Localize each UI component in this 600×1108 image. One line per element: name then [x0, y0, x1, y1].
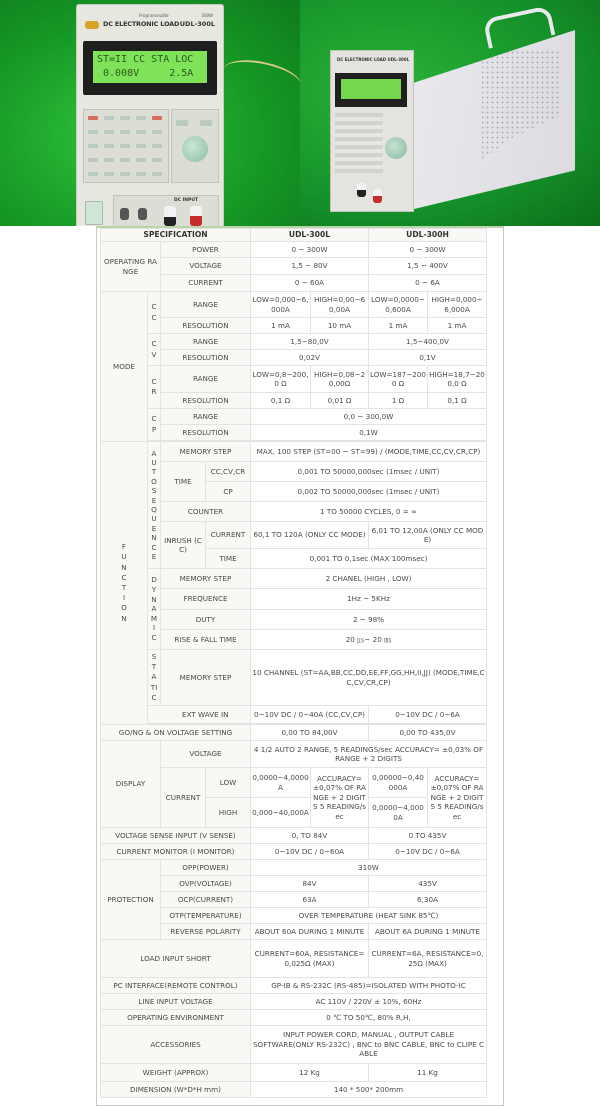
weight-l: 12 Kg [251, 1064, 369, 1082]
reverse-l: ABOUT 60A DURING 1 MINUTE [251, 924, 369, 940]
brand-logo-icon [85, 21, 99, 29]
static-letters: S T A TI C [148, 650, 161, 706]
key [152, 158, 162, 162]
key [200, 120, 212, 126]
time-label: TIME [161, 462, 206, 502]
key [104, 144, 114, 148]
cc-letters: C C [148, 292, 161, 334]
brand-name: DC ELECTRONIC LOAD [103, 20, 180, 28]
voltage-h: 1,5 ~ 400V [369, 258, 487, 275]
key [88, 130, 98, 134]
static-memory-label: MEMORY STEP [161, 650, 251, 706]
side-model: UDL-300L [387, 57, 410, 62]
display-l-accuracy: ACCURACY= ±0,07% OF RANGE + 2 DIGITS 5 READING/sec [311, 768, 369, 828]
cc-res-l-high: 10 mA [311, 318, 369, 334]
input-panel [113, 195, 219, 226]
ext-wave-l: 0~10V DC / 0~40A (CC,CV,CP) [251, 706, 369, 724]
table-row [101, 569, 487, 589]
display-low-label: LOW [206, 768, 251, 798]
load-short-label: LOAD INPUT SHORT [101, 940, 251, 978]
table-row [101, 366, 487, 393]
table-row [101, 334, 487, 350]
voltage-l: 1,5 ~ 80V [251, 258, 369, 275]
cv-resolution-label: RESOLUTION [161, 350, 251, 366]
cp-resolution-label: RESOLUTION [161, 425, 251, 441]
imonitor-l: 0~10V DC / 0~60A [251, 844, 369, 860]
opp-value: 310W [251, 860, 487, 876]
table-row [101, 860, 487, 876]
table-row [101, 706, 487, 724]
electronic-load-front [76, 4, 224, 226]
weight-label: WEIGHT (APPROX) [101, 1064, 251, 1082]
lcd-display [83, 41, 217, 95]
time-cc-value: 0,001 TO 50000,000sec (1msec / UNIT) [251, 462, 487, 482]
side-keypad [335, 113, 383, 173]
cr-range-l-low: LOW=0,8~200,0 Ω [251, 366, 311, 393]
ovp-h: 435V [369, 876, 487, 892]
key [88, 172, 98, 176]
cr-range-h-low: LOW=187~2000 Ω [369, 366, 428, 393]
display-h-low: 0,00000~0,40000A [369, 768, 428, 798]
current-h: 0 ~ 6A [369, 275, 487, 292]
reverse-h: ABOUT 6A DURING 1 MINUTE [369, 924, 487, 940]
ocp-h: 6,30A [369, 892, 487, 908]
side-lcd-screen [341, 79, 401, 99]
display-l-high: 0,000~40,000A [251, 798, 311, 828]
key [136, 158, 146, 162]
spec-table [100, 228, 487, 1098]
gong-l: 0,00 TO 84,00V [251, 725, 369, 741]
time-cp-label: CP [206, 482, 251, 502]
load-short-l: CURRENT=60A, RESISTANCE= 0,025Ω (MAX) [251, 940, 369, 978]
front-view-photo [0, 0, 300, 226]
accessories-label: ACCESSORIES [101, 1026, 251, 1064]
rise-fall-value: 20 ㎲~ 20 ㎳ [251, 630, 487, 650]
key [88, 158, 98, 162]
display-l-low: 0,0000~4,0000A [251, 768, 311, 798]
inrush-time-value: 0,001 TO 0,1sec (MAX 100msec) [251, 549, 487, 569]
line-input-value: AC 110V / 220V ± 10%, 60Hz [251, 994, 487, 1010]
cr-range-label: RANGE [161, 366, 251, 393]
key [88, 116, 98, 120]
time-cp-value: 0,002 TO 50000,000sec (1msec / UNIT) [251, 482, 487, 502]
display-label: DISPLAY [101, 741, 161, 828]
inrush-current-label: CURRENT [206, 522, 251, 549]
otp-label: OTP(TEMPERATURE) [161, 908, 251, 924]
auto-memory-label: MEMORY STEP [161, 442, 251, 462]
cr-range-l-high: HIGH=0,08~20,00Ω [311, 366, 369, 393]
display-h-high: 0,0000~4,0000A [369, 798, 428, 828]
product-photos [0, 0, 600, 226]
cv-letters: C V [148, 334, 161, 366]
dc-input-label: DC INPUT [174, 198, 199, 203]
ocp-label: OCP(CURRENT) [161, 892, 251, 908]
cv-range-h: 1,5~400,0V [369, 334, 487, 350]
cr-range-h-high: HIGH=18,7~200,0 Ω [428, 366, 487, 393]
power-cable [220, 54, 300, 102]
display-h-accuracy: ACCURACY= ±0,07% OF RANGE + 2 DIGITS 5 READING/sec [428, 768, 487, 828]
spec-table-frame [96, 226, 504, 1106]
counter-label: COUNTER [161, 502, 251, 522]
load-short-h: CURRENT=6A, RESISTANCE=0,25Ω (MAX) [369, 940, 487, 978]
power-label: POWER [161, 242, 251, 258]
table-row [101, 1064, 487, 1082]
display-voltage-label: VOLTAGE [161, 741, 251, 768]
static-memory-value: 10 CHANNEL (ST=AA,BB,CC,DD,EE,FF,GG,HH,II,JJ) (MODE,TIME,CC,CV,CR,CP) [251, 650, 487, 706]
gong-label: GO/NG & ON VOLTAGE SETTING [101, 725, 251, 741]
unit-front-panel [330, 50, 414, 212]
header-spec: SPECIFICATION [101, 229, 251, 242]
gong-h: 0,00 TO 435,0V [369, 725, 487, 741]
electronic-load-side [330, 30, 580, 210]
auto-memory-value: MAX, 100 STEP (ST=00 ~ ST=99) / (MODE,TIME,CC,CV,CR,CP) [251, 442, 487, 462]
key [136, 144, 146, 148]
key [120, 144, 130, 148]
cr-res-l-low: 0,1 Ω [251, 393, 311, 409]
frequence-value: 1Hz ~ 5KHz [251, 589, 487, 610]
key [136, 172, 146, 176]
table-row [101, 725, 487, 741]
cp-letters: C P [148, 409, 161, 441]
cv-res-h: 0,1V [369, 350, 487, 366]
table-row [101, 1082, 487, 1098]
protection-label: PROTECTION [101, 860, 161, 940]
cr-resolution-label: RESOLUTION [161, 393, 251, 409]
display-current-label: CURRENT [161, 768, 206, 828]
vsense-h: 0 TO 435V [369, 828, 487, 844]
cc-res-h-low: 1 mA [369, 318, 428, 334]
key [136, 116, 146, 120]
environment-label: OPERATING ENVIRONMENT [101, 1010, 251, 1026]
cr-letters: C R [148, 366, 161, 409]
function-label: F U N C T I O N [101, 442, 148, 725]
opp-label: OPP(POWER) [161, 860, 251, 876]
table-row [101, 994, 487, 1010]
side-negative-terminal [357, 183, 366, 197]
cp-res-value: 0,1W [251, 425, 487, 441]
key [120, 172, 130, 176]
frequence-label: FREQUENCE [161, 589, 251, 610]
side-knob [385, 137, 407, 159]
cv-range-l: 1,5~80,0V [251, 334, 369, 350]
duty-value: 2 ~ 98% [251, 610, 487, 630]
ovp-label: OVP(VOLTAGE) [161, 876, 251, 892]
imonitor-h: 0~10V DC / 0~6A [369, 844, 487, 860]
mode-label: MODE [101, 292, 148, 442]
line-input-label: LINE INPUT VOLTAGE [101, 994, 251, 1010]
cc-range-l-high: HIGH=0,00~60,00A [311, 292, 369, 318]
cc-range-l-low: LOW=0,000~6,000A [251, 292, 311, 318]
knob-panel [171, 109, 219, 183]
key [152, 130, 162, 134]
watt-rating: 300W [201, 13, 213, 18]
lcd-screen [93, 51, 207, 83]
side-brand-name: DC ELECTRONIC LOAD [337, 57, 387, 62]
inrush-current-h: 6,01 TO 12,00A (ONLY CC MODE) [369, 522, 487, 549]
inrush-label: INRUSH (CC) [161, 522, 206, 569]
cv-range-label: RANGE [161, 334, 251, 350]
table-row [101, 940, 487, 978]
cr-res-l-high: 0,01 Ω [311, 393, 369, 409]
power-switch [85, 201, 103, 225]
key [120, 130, 130, 134]
header-row [101, 229, 487, 242]
pc-interface-value: GP-IB & RS-232C (RS-485)=ISOLATED WITH PHOTO-IC [251, 978, 487, 994]
table-row [101, 828, 487, 844]
table-row [101, 442, 487, 462]
positive-terminal [190, 206, 202, 226]
lcd-line-1: ST=II CC STA LOC [97, 54, 194, 65]
side-view-photo [300, 0, 600, 226]
display-voltage-value: 4 1/2 AUTO 2 RANGE, 5 READINGS/sec ACCURACY= ±0,03% OF RANGE + 2 DIGITS [251, 741, 487, 768]
key [104, 158, 114, 162]
key [136, 130, 146, 134]
ovp-l: 84V [251, 876, 369, 892]
table-row [101, 242, 487, 258]
cc-res-l-low: 1 mA [251, 318, 311, 334]
bnc-connector [138, 208, 147, 220]
current-l: 0 ~ 60A [251, 275, 369, 292]
current-label: CURRENT [161, 275, 251, 292]
rotary-knob [182, 136, 208, 162]
bnc-connector [120, 208, 129, 220]
table-row [101, 741, 487, 768]
header-model-h: UDL-300H [369, 229, 487, 242]
side-brand [337, 57, 409, 62]
lcd-line-2: 0.008V 2.5A [97, 68, 194, 79]
cc-range-label: RANGE [161, 292, 251, 318]
brand-bar [83, 13, 217, 35]
power-h: 0 ~ 300W [369, 242, 487, 258]
voltage-label: VOLTAGE [161, 258, 251, 275]
counter-value: 1 TO 50000 CYCLES, 0 = ∞ [251, 502, 487, 522]
model-name: UDL-300L [179, 20, 215, 28]
accessories-line-2: SOFTWARE(ONLY RS-232C) , BNC to BNC CABLE, BNC to CLIPE CABLE [252, 1039, 485, 1059]
header-model-l: UDL-300L [251, 229, 369, 242]
vsense-label: VOLTAGE SENSE INPUT (V SENSE) [101, 828, 251, 844]
table-row [101, 978, 487, 994]
ext-wave-label: EXT WAVE IN [161, 706, 251, 724]
key [176, 120, 188, 126]
vsense-l: 0, TO 84V [251, 828, 369, 844]
key [104, 172, 114, 176]
environment-value: 0 ℃ TO 50℃, 80% R,H, [251, 1010, 487, 1026]
key [104, 130, 114, 134]
table-row [101, 650, 487, 706]
side-lcd [335, 73, 407, 107]
table-row [101, 292, 487, 318]
dyn-memory-label: MEMORY STEP [161, 569, 251, 589]
dimension-label: DIMENSION (W*D*H mm) [101, 1082, 251, 1098]
side-positive-terminal [373, 189, 382, 203]
operating-range-label: OPERATING RANGE [101, 242, 161, 292]
inrush-current-l: 60,1 TO 120A (ONLY CC MODE) [251, 522, 369, 549]
key [120, 158, 130, 162]
cr-res-h-low: 1 Ω [369, 393, 428, 409]
imonitor-label: CURRENT MONITOR (I MONITOR) [101, 844, 251, 860]
dynamic-letters: D Y N A M I C [148, 569, 161, 650]
reverse-label: REVERSE POLARITY [161, 924, 251, 940]
negative-terminal [164, 206, 176, 226]
key [152, 144, 162, 148]
cv-res-l: 0,02V [251, 350, 369, 366]
dyn-memory-value: 2 CHANEL (HIGH , LOW) [251, 569, 487, 589]
rise-fall-label: RISE & FALL TIME [161, 630, 251, 650]
cc-resolution-label: RESOLUTION [161, 318, 251, 334]
cc-range-h-high: HIGH=0,000~6,000A [428, 292, 487, 318]
weight-h: 11 Kg [369, 1064, 487, 1082]
power-l: 0 ~ 300W [251, 242, 369, 258]
accessories-line-1: INPUT POWER CORD, MANUAL , OUTPUT CABLE [283, 1030, 454, 1040]
dimension-value: 140 * 500* 200mm [251, 1082, 487, 1098]
cc-range-h-low: LOW=0,0000~0,600A [369, 292, 428, 318]
key [104, 116, 114, 120]
cp-range-value: 0,0 ~ 300,0W [251, 409, 487, 425]
cr-res-h-high: 0,1 Ω [428, 393, 487, 409]
pc-interface-label: PC INTERFACE(REMOTE CONTROL) [101, 978, 251, 994]
accessories-value [251, 1026, 487, 1064]
display-high-label: HIGH [206, 798, 251, 828]
cc-res-h-high: 1 mA [428, 318, 487, 334]
keypad [83, 109, 169, 183]
autosequence-letters: A U T O S E Q U E N C E [148, 442, 161, 569]
brand-subtitle: Programmable [139, 13, 169, 18]
ext-wave-spacer [148, 706, 161, 724]
table-row [101, 1026, 487, 1064]
table-row [101, 409, 487, 425]
table-row [101, 844, 487, 860]
time-cc-label: CC,CV,CR [206, 462, 251, 482]
otp-value: OVER TEMPERATURE (HEAT SINK 85℃) [251, 908, 487, 924]
inrush-time-label: TIME [206, 549, 251, 569]
key [88, 144, 98, 148]
key [152, 116, 162, 120]
ocp-l: 63A [251, 892, 369, 908]
ext-wave-h: 0~10V DC / 0~6A [369, 706, 487, 724]
key [120, 116, 130, 120]
table-row [101, 1010, 487, 1026]
cp-range-label: RANGE [161, 409, 251, 425]
duty-label: DUTY [161, 610, 251, 630]
key [152, 172, 162, 176]
